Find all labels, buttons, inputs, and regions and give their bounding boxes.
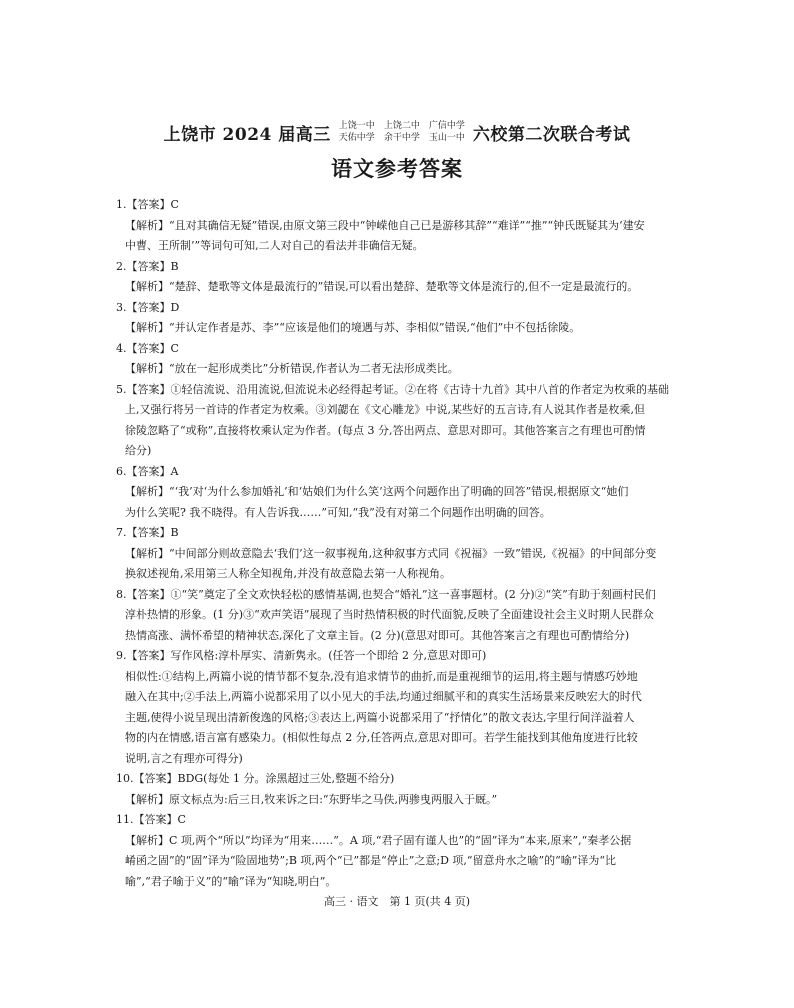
answer-line: 6.【答案】A — [116, 464, 179, 478]
answer-line: 10.【答案】BDG(每处 1 分。涂黑超过三处,整题不给分) — [116, 772, 395, 785]
answer-line: 5.【答案】①轻信流说、沿用流说,但流说未必经得起考证。②在将《古诗十九首》其中八首的作者定为枚乘的基础 — [116, 382, 669, 396]
answer-continuation: 徐陵忽略了“或称”,直接将枚乘认定为作者。(每点 3 分,答出两点、意思对即可。其他答案言之有理也可酌情 — [125, 423, 646, 437]
analysis-line: 【解析】“楚辞、楚歌等文体是最流行的”错误,可以看出楚辞、楚歌等文体是流行的,但不一定是最流行的。 — [125, 280, 639, 293]
answer-continuation: 相似性:①结构上,两篇小说的情节都不复杂,没有追求情节的曲折,而是重视细节的运用,将主题与情感巧妙地 — [125, 669, 638, 683]
analysis-line: 【解析】原文标点为:后三日,牧来诉之曰:“东野毕之马佚,两骖曳两服入于厩。” — [125, 792, 498, 806]
school-name: 天佑中学 — [338, 133, 375, 143]
school-name: 玉山一中 — [428, 133, 465, 143]
school-name: 广信中学 — [428, 121, 465, 131]
analysis-line: 【解析】“放在一起形成类比”分析错误,作者认为二者无法形成类比。 — [125, 362, 459, 375]
analysis-line: 【解析】“且对其确信无疑”错误,由原文第三段中“钟嵘他自己已是游移其辞”“难详”“推”“钟氏既疑其为‘建安 — [125, 218, 645, 232]
answer-line: 8.【答案】①“笑”奠定了全文欢快轻松的感情基调,也契合“婚礼”这一喜事题材。(2 分)②“笑”有助于刻画村民们 — [116, 587, 656, 601]
analysis-line: 【解析】“‘我’对‘为什么参加婚礼’和‘姑娘们为什么笑’这两个问题作出了明确的回答”错误,根据原文“她们 — [125, 485, 629, 498]
answer-line: 2.【答案】B — [116, 259, 179, 273]
answer-line: 4.【答案】C — [116, 341, 179, 355]
answer-line: 7.【答案】B — [116, 526, 179, 539]
school-name: 上饶一中 — [338, 121, 375, 131]
page-header — [0, 120, 794, 183]
answer-continuation: 淳朴热情的形象。(1 分)③“欢声笑语”展现了当时热情积极的时代面貌,反映了全面建设社会主义时期人民群众 — [125, 608, 654, 621]
page-subtitle: 语文参考答案 — [331, 157, 463, 181]
answer-continuation: 物的内在情感,语言富有感染力。(相似性每点 2 分,任答两点,意思对即可。若学生能找到其他角度进行比较 — [125, 731, 638, 744]
analysis-line: 崤函之固”的“固”译为“险固地势”;B 项,两个“已”都是“停止”之意;D 项,“留意舟水之喻”的“喻”译为“比 — [125, 854, 617, 867]
answer-continuation: 上,又强行将另一首诗的作者定为枚乘。③刘勰在《文心雕龙》中说,某些好的五言诗,有人说其作者是枚乘,但 — [125, 403, 645, 416]
school-list — [339, 121, 465, 144]
answer-line: 3.【答案】D — [116, 300, 180, 314]
answer-continuation: 主题,使得小说呈现出清新俊逸的风格;③表达上,两篇小说都采用了“抒情化”的散文表达,字里行间洋溢着人 — [125, 710, 635, 724]
analysis-line: 为什么笑呢? 我不晓得。有人告诉我……”可知,“我”没有对第二个问题作出明确的回答。 — [125, 505, 551, 519]
answer-line: 1.【答案】C — [116, 198, 179, 211]
exam-title-right: 六校第二次联合考试 — [472, 125, 631, 145]
page-footer: 高三 · 语文 第 1 页(共 4 页) — [323, 895, 471, 908]
answer-continuation: 说明,言之有理亦可得分) — [125, 751, 243, 765]
analysis-line: 【解析】“并认定作者是苏、李”“应该是他们的境遇与苏、李相似”错误,“他们”中不包括徐陵。 — [125, 321, 581, 334]
analysis-line: 换叙述视角,采用第三人称全知视角,并没有故意隐去第一人称视角。 — [125, 567, 451, 580]
analysis-line: 中曹、王所制’”等词句可知,二人对自己的看法并非确信无疑。 — [125, 239, 424, 252]
analysis-line: 【解析】“中间部分则故意隐去‘我们’这一叙事视角,这种叙事方式同《祝福》一致”错误,《祝福》的中间部分变 — [125, 546, 657, 560]
analysis-line: 【解析】C 项,两个“所以”均译为“用来……”。A 项,“君子固有谨人也”的“固”译为“本来,原来”,“秦孝公据 — [125, 833, 632, 847]
answer-continuation: 给分) — [125, 444, 152, 457]
analysis-line: 喻”,“君子喻于义”的“喻”译为“知晓,明白”。 — [125, 874, 337, 888]
exam-title — [164, 120, 631, 145]
answer-continuation: 热情高涨、满怀希望的精神状态,深化了文章主旨。(2 分)(意思对即可。其他答案言之有理也可酌情给分) — [125, 628, 630, 642]
answer-continuation: 融入在其中;②手法上,两篇小说都采用了以小见大的手法,均通过细腻平和的真实生活场景来反映宏大的时代 — [125, 690, 642, 703]
answer-line: 11.【答案】C — [116, 813, 186, 826]
school-name: 余干中学 — [383, 133, 420, 143]
answer-line: 9.【答案】写作风格:淳朴厚实、清新隽永。(任答一个即给 2 分,意思对即可) — [116, 649, 487, 662]
answer-body — [116, 195, 686, 892]
exam-title-left: 上饶市 2024 届高三 — [163, 125, 331, 145]
school-name: 上饶二中 — [383, 121, 420, 131]
